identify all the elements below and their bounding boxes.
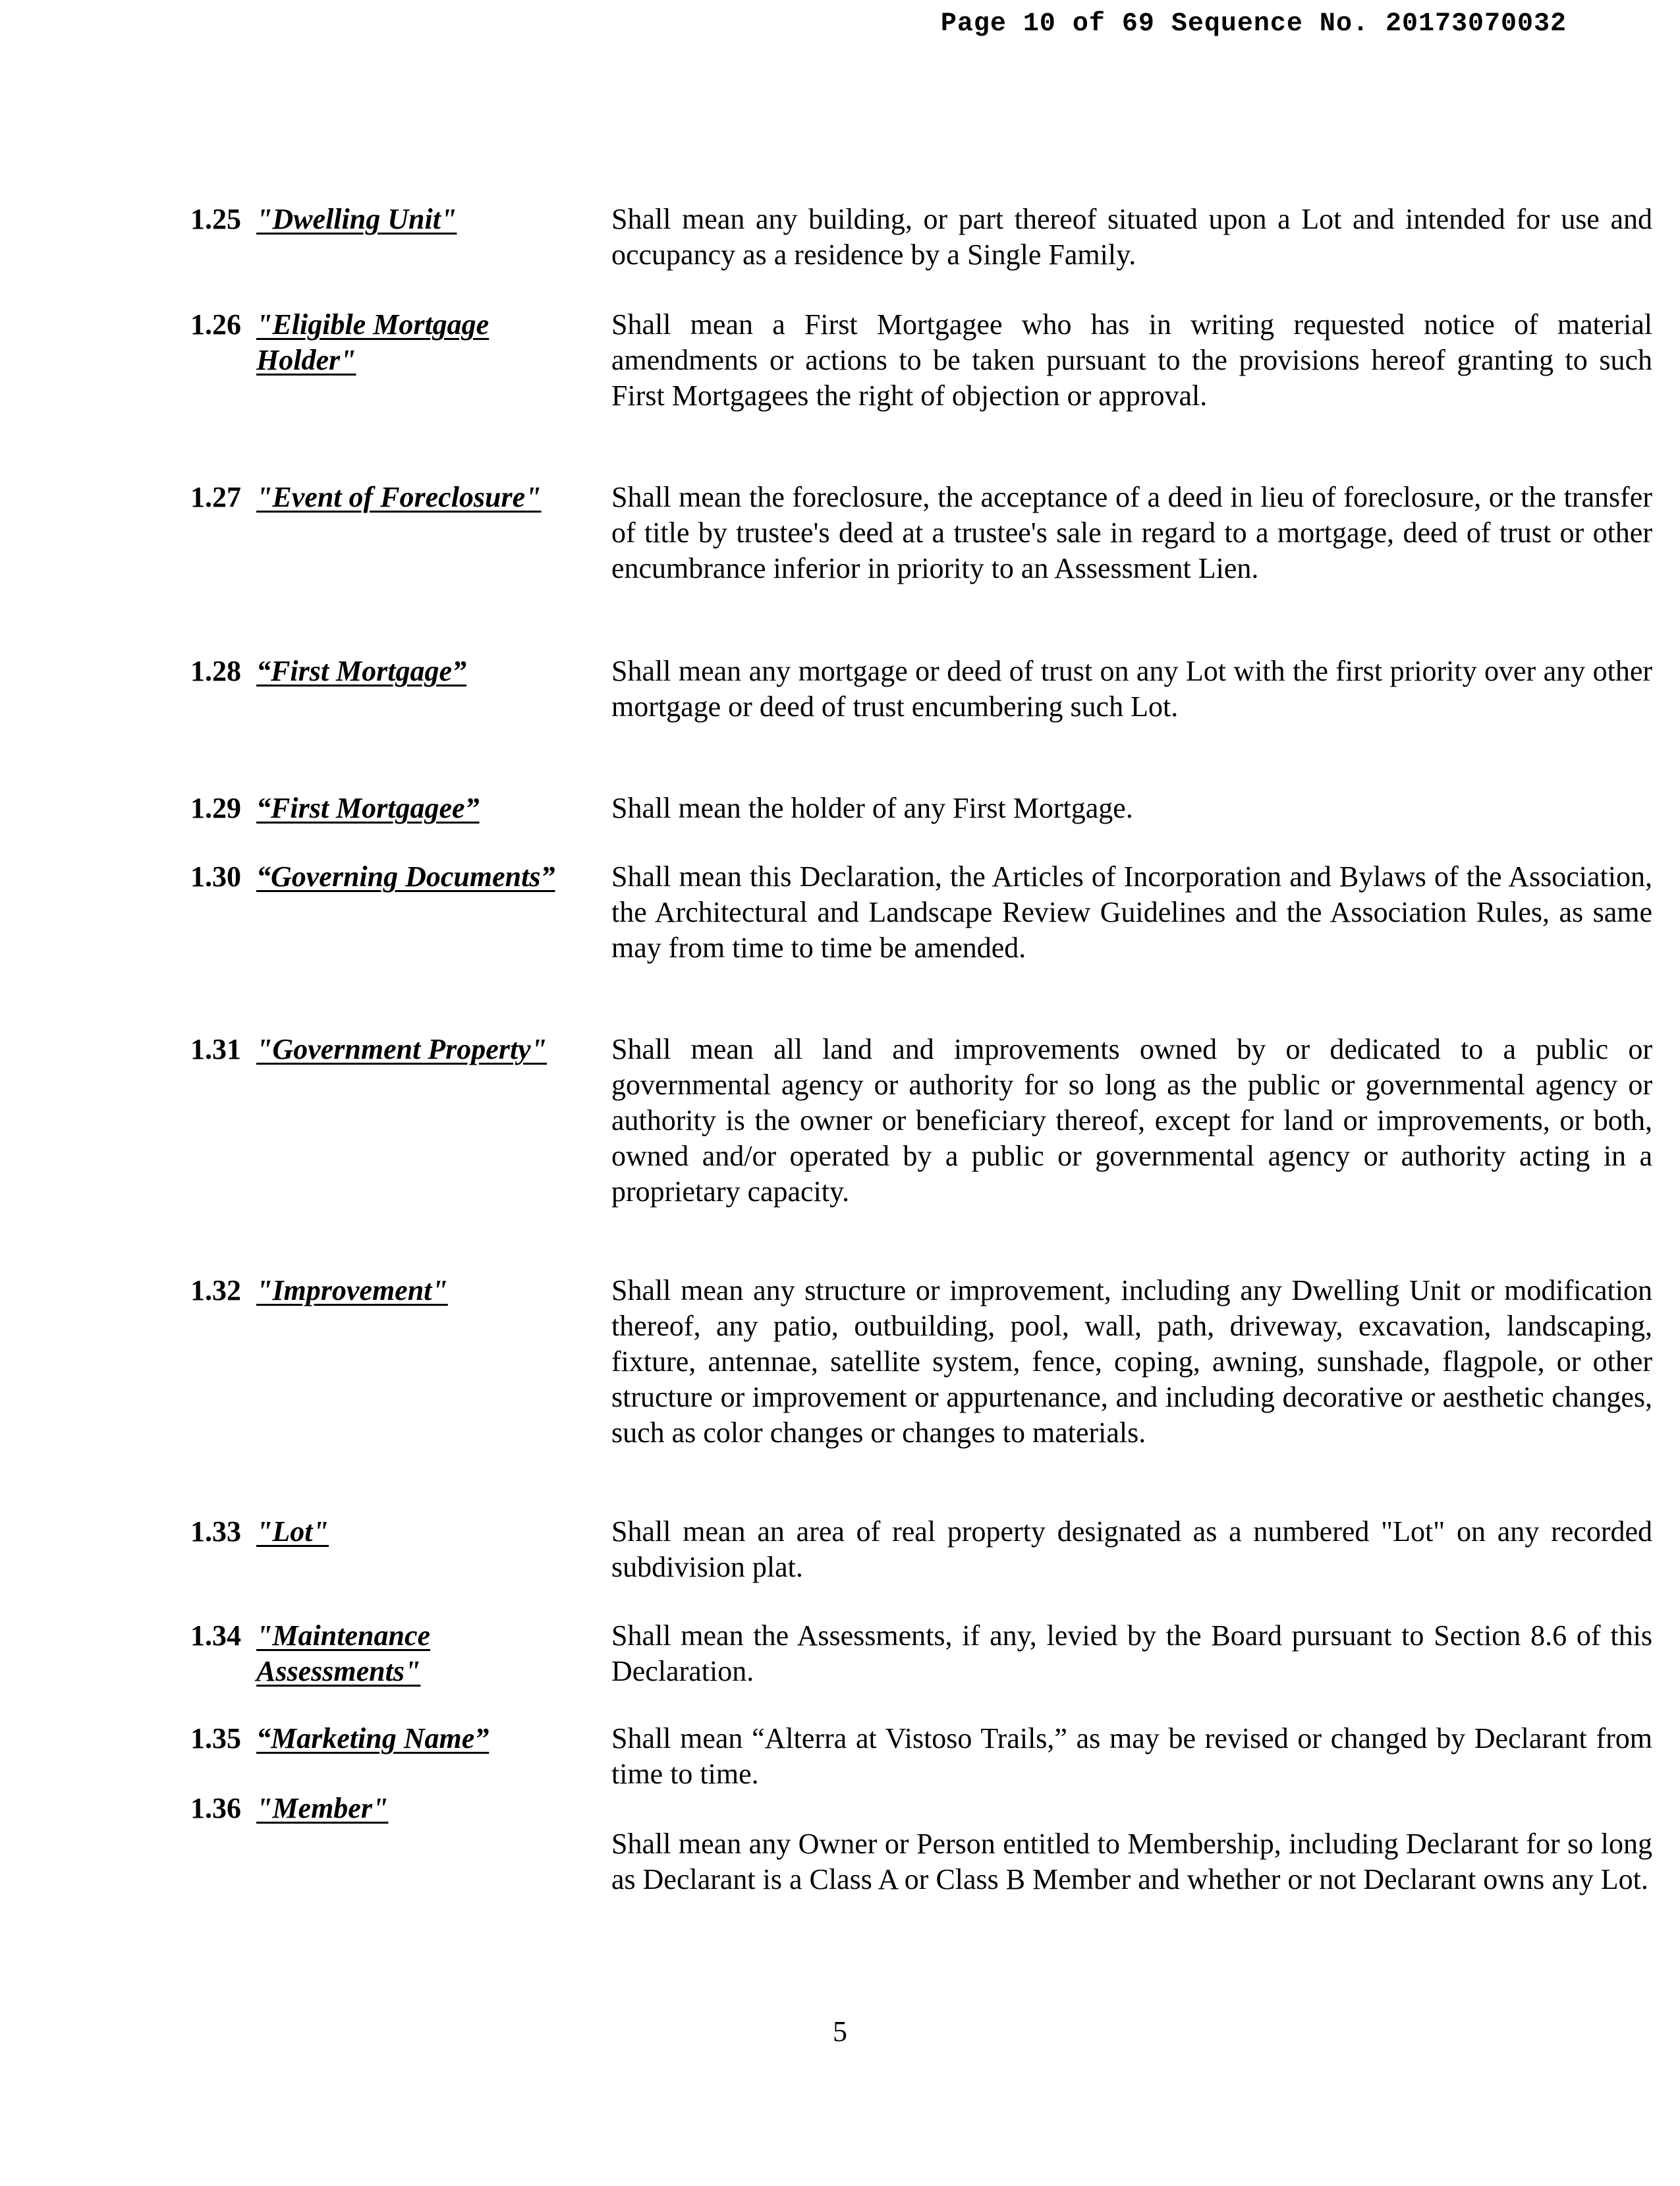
definition-term: "Dwelling Unit" — [256, 203, 457, 235]
page-number: 5 — [833, 2015, 847, 2048]
definition-term: “First Mortgagee” — [256, 792, 480, 824]
definition-text: Shall mean any building, or part thereof situated upon a Lot and intended for use and occupancy as a residence by a Single Family. — [611, 203, 1652, 271]
definition-term: "Lot" — [256, 1515, 329, 1548]
definition-text: Shall mean any mortgage or deed of trust on any Lot with the first priority over any other mortgage or deed of trust encumbering such Lot. — [611, 655, 1652, 723]
definition-number: 1.32 — [190, 1274, 241, 1306]
page-header: Page 10 of 69 Sequence No. 20173070032 — [940, 9, 1567, 39]
definition-text: Shall mean “Alterra at Vistoso Trails,” as may be revised or changed by Declarant from time to time. — [611, 1722, 1652, 1790]
definition-term: "Maintenance Assessments" — [256, 1619, 430, 1687]
definition-term: "Event of Foreclosure" — [256, 481, 542, 513]
definition-term: “Marketing Name” — [256, 1722, 490, 1754]
definition-term: “First Mortgage” — [256, 655, 467, 687]
definition-number: 1.36 — [190, 1792, 241, 1824]
definition-text: Shall mean the Assessments, if any, levied by the Board pursuant to Section 8.6 of this Declaration. — [611, 1619, 1652, 1687]
definition-number: 1.27 — [190, 481, 241, 513]
definition-term: "Improvement" — [256, 1274, 448, 1306]
definition-number: 1.29 — [190, 792, 241, 824]
definition-text: Shall mean the holder of any First Mortgage. — [611, 792, 1133, 824]
definition-number: 1.33 — [190, 1515, 241, 1548]
definition-text: Shall mean a First Mortgagee who has in writing requested notice of material amendments or actions to be taken pursuant to the provisions hereof granting to such First Mortgagees the right of objection or approval. — [611, 308, 1652, 412]
definition-text: Shall mean an area of real property designated as a numbered "Lot" on any recorded subdivision plat. — [611, 1515, 1652, 1583]
definition-term: "Eligible Mortgage Holder" — [256, 308, 490, 376]
definition-term: “Governing Documents” — [256, 860, 555, 893]
definition-number: 1.35 — [190, 1722, 241, 1754]
definition-term: "Member" — [256, 1792, 389, 1824]
definition-number: 1.30 — [190, 860, 241, 893]
definition-number: 1.34 — [190, 1619, 241, 1652]
definition-text: Shall mean any Owner or Person entitled to Membership, including Declarant for so long as Declarant is a Class A or Class B Member and whether or not Declarant owns any Lot. — [611, 1828, 1652, 1895]
definition-number: 1.25 — [190, 203, 241, 235]
definition-text: Shall mean all land and improvements owned by or dedicated to a public or governmental agency or authority for so long as the public or governmental agency or authority is the owner or beneficiary thereof, except for land or improvements, or both, owned and/or operated by a public or governmental agency or authority acting in a proprietary capacity. — [611, 1033, 1652, 1208]
definition-number: 1.28 — [190, 655, 241, 687]
definition-text: Shall mean any structure or improvement, including any Dwelling Unit or modification thereof, any patio, outbuilding, pool, wall, path, driveway, excavation, landscaping, fixture, antennae, satellite system, fence, coping, awning, sunshade, flagpole, or other structure or improvement or appurtenance, and including decorative or aesthetic changes, such as color changes or changes to materials. — [611, 1274, 1652, 1449]
definition-term: "Government Property" — [256, 1033, 547, 1065]
definition-text: Shall mean the foreclosure, the acceptance of a deed in lieu of foreclosure, or the transfer of title by trustee's deed at a trustee's sale in regard to a mortgage, deed of trust or other encumbrance inferior in priority to an Assessment Lien. — [611, 481, 1652, 584]
definition-number: 1.26 — [190, 308, 241, 341]
definition-text: Shall mean this Declaration, the Articles of Incorporation and Bylaws of the Association, the Architectural and Landscape Review Guidelines and the Association Rules, as same may from time to time be amended. — [611, 860, 1652, 964]
definition-number: 1.31 — [190, 1033, 241, 1065]
